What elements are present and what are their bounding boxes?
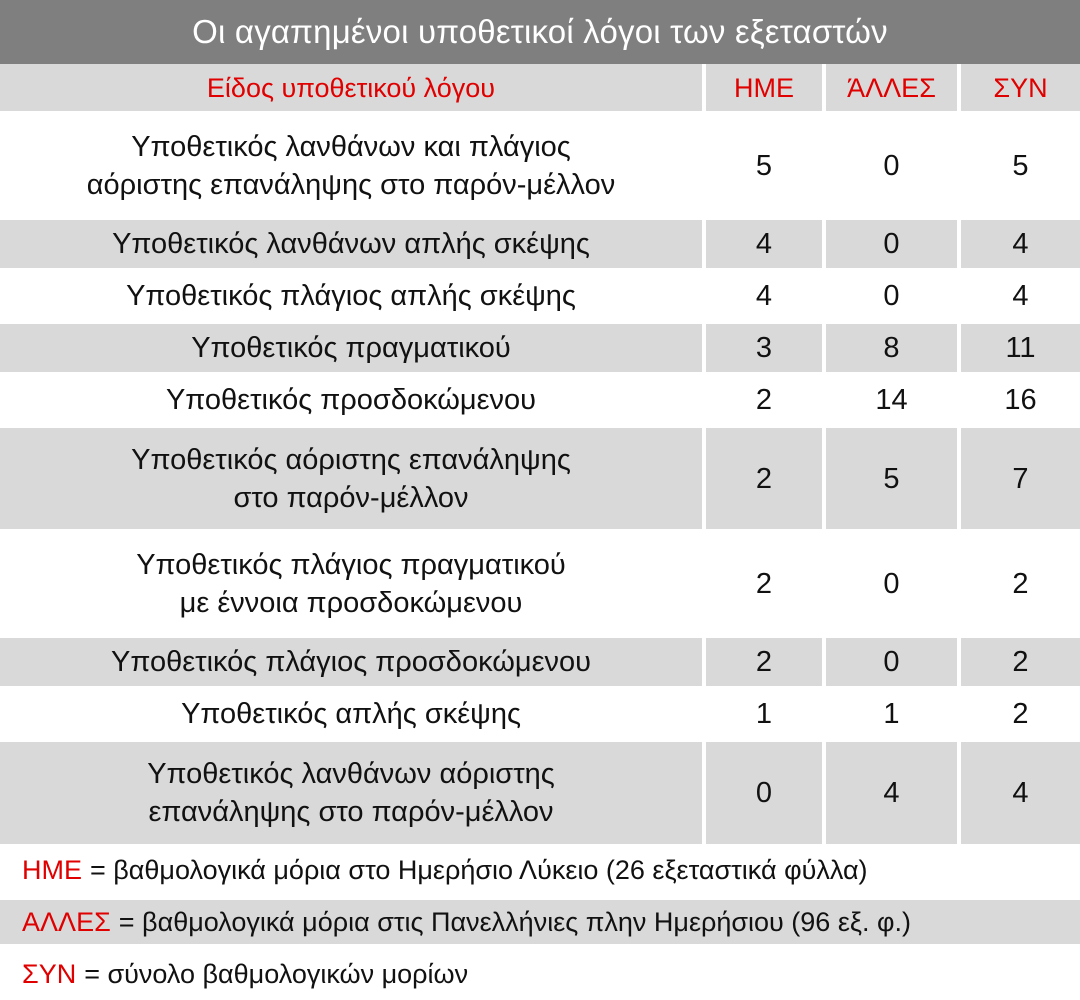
table-row: [0, 376, 1080, 428]
column-header-hme: ΗΜΕ: [706, 64, 826, 115]
alles-value: 5: [826, 428, 961, 533]
table-row: [0, 324, 1080, 376]
legend-text: = σύνολο βαθμολογικών μορίων: [84, 958, 469, 989]
syn-value: 7: [961, 428, 1080, 533]
hme-value: 2: [706, 638, 826, 690]
row-type-cell: [0, 220, 706, 272]
alles-value: 0: [826, 638, 961, 690]
conditional-types-table: [0, 64, 1080, 848]
row-type-line: Υποθετικός αόριστης επανάληψης: [131, 443, 571, 476]
row-type-line: Υποθετικός λανθάνων και πλάγιος: [131, 130, 571, 163]
row-type-line: Υποθετικός πλάγιος απλής σκέψης: [126, 280, 576, 312]
column-header-alles: ΆΛΛΕΣ: [826, 64, 961, 115]
alles-value: 0: [826, 272, 961, 324]
row-type-cell: [0, 272, 706, 324]
row-type-cell: [0, 115, 706, 220]
table-row: [0, 533, 1080, 638]
hme-value: 2: [706, 376, 826, 428]
alles-value: 8: [826, 324, 961, 376]
row-type-line: με έννοια προσδοκώμενου: [179, 586, 523, 619]
row-type-cell: [0, 428, 706, 533]
syn-value: 2: [961, 638, 1080, 690]
row-type-line: Υποθετικός απλής σκέψης: [181, 698, 521, 730]
column-header-type: Είδος υποθετικού λόγου: [0, 64, 706, 115]
row-type-cell: [0, 533, 706, 638]
syn-value: 5: [961, 115, 1080, 220]
table-row: [0, 428, 1080, 533]
hme-value: 1: [706, 690, 826, 742]
row-type-cell: [0, 324, 706, 376]
table-header-row: [0, 64, 1080, 115]
syn-value: 4: [961, 742, 1080, 848]
hme-value: 5: [706, 115, 826, 220]
row-type-cell: [0, 638, 706, 690]
table-row: [0, 638, 1080, 690]
syn-value: 2: [961, 533, 1080, 638]
legend-text: = βαθμολογικά μόρια στο Ημερήσιο Λύκειο (26 εξεταστικά φύλλα): [90, 854, 868, 885]
alles-value: 4: [826, 742, 961, 848]
alles-value: 1: [826, 690, 961, 742]
alles-value: 0: [826, 115, 961, 220]
row-type-line: στο παρόν-μέλλον: [233, 481, 469, 514]
legend-alles: [0, 900, 1080, 948]
row-type-cell: [0, 742, 706, 848]
syn-value: 11: [961, 324, 1080, 376]
hme-value: 2: [706, 533, 826, 638]
row-type-line: Υποθετικός πλάγιος πραγματικού: [136, 548, 566, 581]
syn-value: 16: [961, 376, 1080, 428]
page-title: Οι αγαπημένοι υποθετικοί λόγοι των εξεταστών: [0, 0, 1080, 64]
row-type-cell: [0, 376, 706, 428]
syn-value: 2: [961, 690, 1080, 742]
table-row: [0, 742, 1080, 848]
legend-syn: [0, 952, 1080, 1000]
row-type-cell: [0, 690, 706, 742]
legend-key: ΣΥΝ: [22, 958, 77, 989]
hme-value: 4: [706, 272, 826, 324]
legend-text: = βαθμολογικά μόρια στις Πανελλήνιες πλην Ημερήσιου (96 εξ. φ.): [118, 906, 911, 937]
table-row: [0, 220, 1080, 272]
syn-value: 4: [961, 220, 1080, 272]
table-row: [0, 690, 1080, 742]
syn-value: 4: [961, 272, 1080, 324]
row-type-line: επανάληψης στο παρόν-μέλλον: [148, 796, 554, 828]
legend-key: ΑΛΛΕΣ: [22, 906, 111, 937]
row-type-line: Υποθετικός προσδοκώμενου: [165, 384, 537, 416]
row-type-line: Υποθετικός πλάγιος προσδοκώμενου: [111, 646, 591, 678]
row-type-line: Υποθετικός λανθάνων απλής σκέψης: [112, 228, 590, 260]
hme-value: 2: [706, 428, 826, 533]
column-header-syn: ΣΥΝ: [961, 64, 1080, 115]
row-type-line: Υποθετικός πραγματικού: [191, 332, 511, 364]
legend-key: ΗΜΕ: [22, 854, 82, 885]
row-type-line: αόριστης επανάληψης στο παρόν-μέλλον: [86, 168, 616, 201]
hme-value: 3: [706, 324, 826, 376]
alles-value: 0: [826, 220, 961, 272]
alles-value: 14: [826, 376, 961, 428]
table-row: [0, 115, 1080, 220]
hme-value: 0: [706, 742, 826, 848]
table-row: [0, 272, 1080, 324]
row-type-line: Υποθετικός λανθάνων αόριστης: [147, 758, 555, 790]
legend-hme: [0, 848, 1080, 896]
alles-value: 0: [826, 533, 961, 638]
hme-value: 4: [706, 220, 826, 272]
